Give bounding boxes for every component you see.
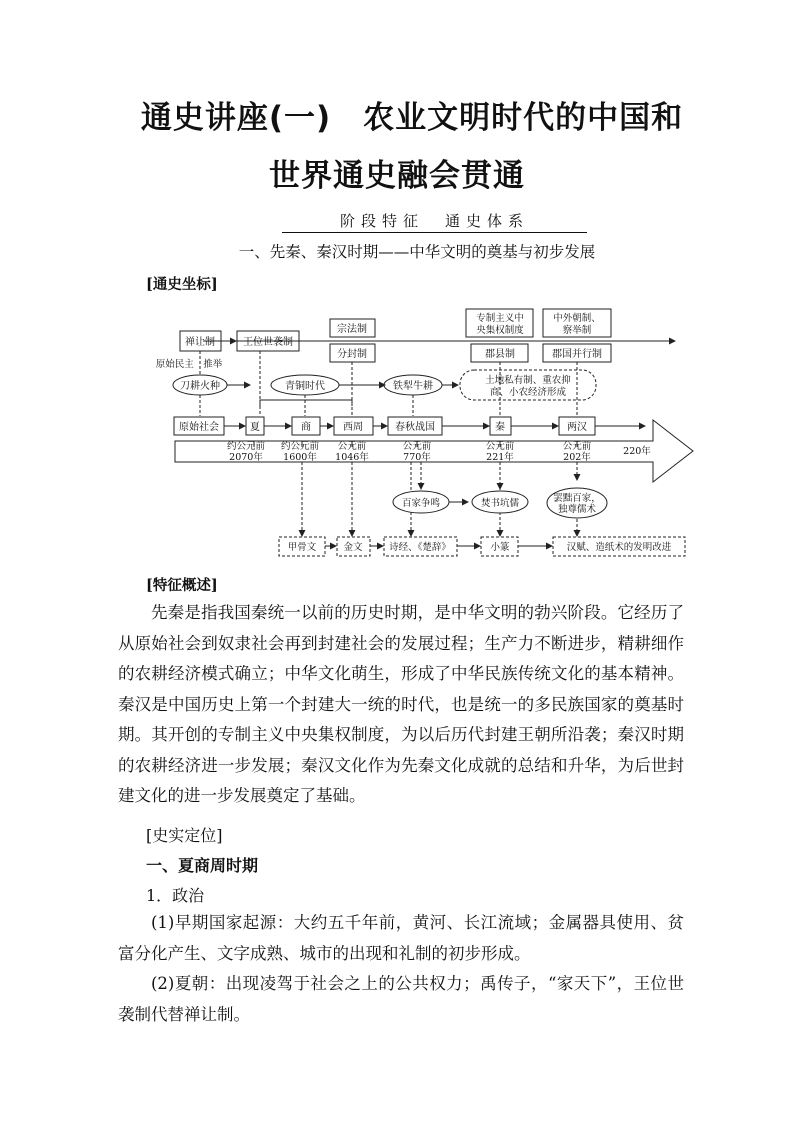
timeline-label: [通史坐标] bbox=[146, 276, 218, 293]
point2-paragraph bbox=[118, 969, 684, 1030]
point2-text: (2)夏朝：出现凌驾于社会之上的公共权力；禹传子，“家天下”，王位世袭制代替禅让制。 bbox=[118, 974, 684, 1024]
label-qingtong: 青铜时代 bbox=[285, 381, 325, 392]
label-jiaguwen: 甲骨文 bbox=[287, 542, 317, 553]
label-xiaozhuan: 小篆 bbox=[490, 542, 510, 553]
label-shang: 商 bbox=[301, 422, 311, 433]
history-timeline-diagram bbox=[140, 300, 700, 570]
label-zhongyang-2: 央集权制度 bbox=[476, 325, 524, 336]
page-title-line2: 世界通史融会贯通 bbox=[269, 158, 525, 194]
label-tudi-2: 商、小农经济形成 bbox=[489, 387, 567, 398]
label-junxian: 郡县制 bbox=[485, 349, 515, 360]
label-tieli: 铁犁牛耕 bbox=[393, 381, 433, 392]
page-title: 通史讲座(一) 农业文明时代的中国和 bbox=[140, 100, 684, 136]
subheading: 阶段特征 通史体系 bbox=[282, 210, 587, 233]
label-yuanshi: 原始社会 bbox=[179, 422, 219, 433]
date-4-line2: 770年 bbox=[403, 452, 431, 463]
date-3-line1: 公元前 bbox=[337, 441, 367, 452]
label-zhongyang-1: 专制主义中 bbox=[476, 313, 524, 324]
label-jinwen: 金文 bbox=[343, 542, 363, 553]
date-5-line1: 公元前 bbox=[485, 441, 515, 452]
positioning-label: [史实定位] bbox=[146, 826, 223, 845]
label-fenshu: 焚书坑儒 bbox=[480, 498, 520, 509]
date-6-line2: 202年 bbox=[563, 452, 591, 463]
features-paragraph bbox=[118, 598, 684, 812]
period-heading: 一、夏商周时期 bbox=[146, 856, 259, 875]
label-junguo: 郡国并行制 bbox=[552, 349, 602, 360]
label-tudi-1: 土地私有制、重农抑 bbox=[485, 375, 571, 386]
label-hanfu: 汉赋、造纸术的发明改进 bbox=[566, 542, 672, 553]
date-1-line2: 2070年 bbox=[229, 452, 263, 463]
label-zhongwai-1: 中外朝制、 bbox=[553, 313, 601, 324]
label-shijing: 诗经、《楚辞》 bbox=[389, 542, 451, 553]
label-baijia: 百家争鸣 bbox=[401, 498, 441, 509]
label-xizhou: 西周 bbox=[343, 422, 363, 433]
label-bachu-1: 罢黜百家， bbox=[553, 493, 601, 504]
label-zhongwai-2: 察举制 bbox=[562, 325, 592, 336]
label-zongfa: 宗法制 bbox=[337, 324, 367, 335]
label-qin: 秦 bbox=[495, 422, 505, 433]
label-side: 原始民主 推举 bbox=[155, 359, 223, 370]
label-daogeng: 刀耕火种 bbox=[180, 381, 220, 392]
label-chanrang: 禅让制 bbox=[185, 337, 215, 348]
section-title: 一、先秦、秦汉时期——中华文明的奠基与初步发展 bbox=[238, 243, 596, 261]
point1-text: (1)早期国家起源：大约五千年前，黄河、长江流域；金属器具使用、贫富分化产生、文字成熟、城市的出现和礼制的初步形成。 bbox=[118, 913, 684, 963]
date-3-line2: 1046年 bbox=[335, 452, 369, 463]
point1-paragraph bbox=[118, 908, 684, 969]
date-4-line1: 公元前 bbox=[402, 441, 432, 452]
item-heading: 1．政治 bbox=[146, 886, 205, 905]
date-6-line1: 公元前 bbox=[562, 441, 592, 452]
label-lianghan: 两汉 bbox=[567, 422, 587, 433]
label-bachu-2: 独尊儒术 bbox=[557, 504, 597, 515]
label-wangwei: 王位世袭制 bbox=[243, 337, 293, 348]
features-label: [特征概述] bbox=[146, 577, 218, 594]
date-5-line2: 221年 bbox=[486, 452, 514, 463]
label-xia: 夏 bbox=[250, 422, 260, 433]
date-1-line1: 约公元前 bbox=[226, 441, 266, 452]
date-end: 220年 bbox=[623, 446, 651, 457]
features-text: 先秦是指我国秦统一以前的历史时期，是中华文明的勃兴阶段。它经历了从原始社会到奴隶社会再到封建社会的发展过程；生产力不断进步，精耕细作的农耕经济模式确立；中华文化萌生，形成了中华民族传统文化的基本精神。秦汉是中国历史上第一个封建大一统的时代，也是统一的多民族国家的奠基时期。其开创的专制主义中央集权制度，为以后历代封建王朝所沿袭；秦汉时期的农耕经济进一步发展；秦汉文化作为先秦文化成就的总结和升华，为后世封建文化的进一步发展奠定了基础。 bbox=[118, 603, 684, 805]
label-chunqiu: 春秋战国 bbox=[395, 422, 435, 433]
date-2-line1: 约公元前 bbox=[280, 441, 320, 452]
date-2-line2: 1600年 bbox=[283, 452, 317, 463]
label-fenfeng: 分封制 bbox=[337, 349, 367, 360]
